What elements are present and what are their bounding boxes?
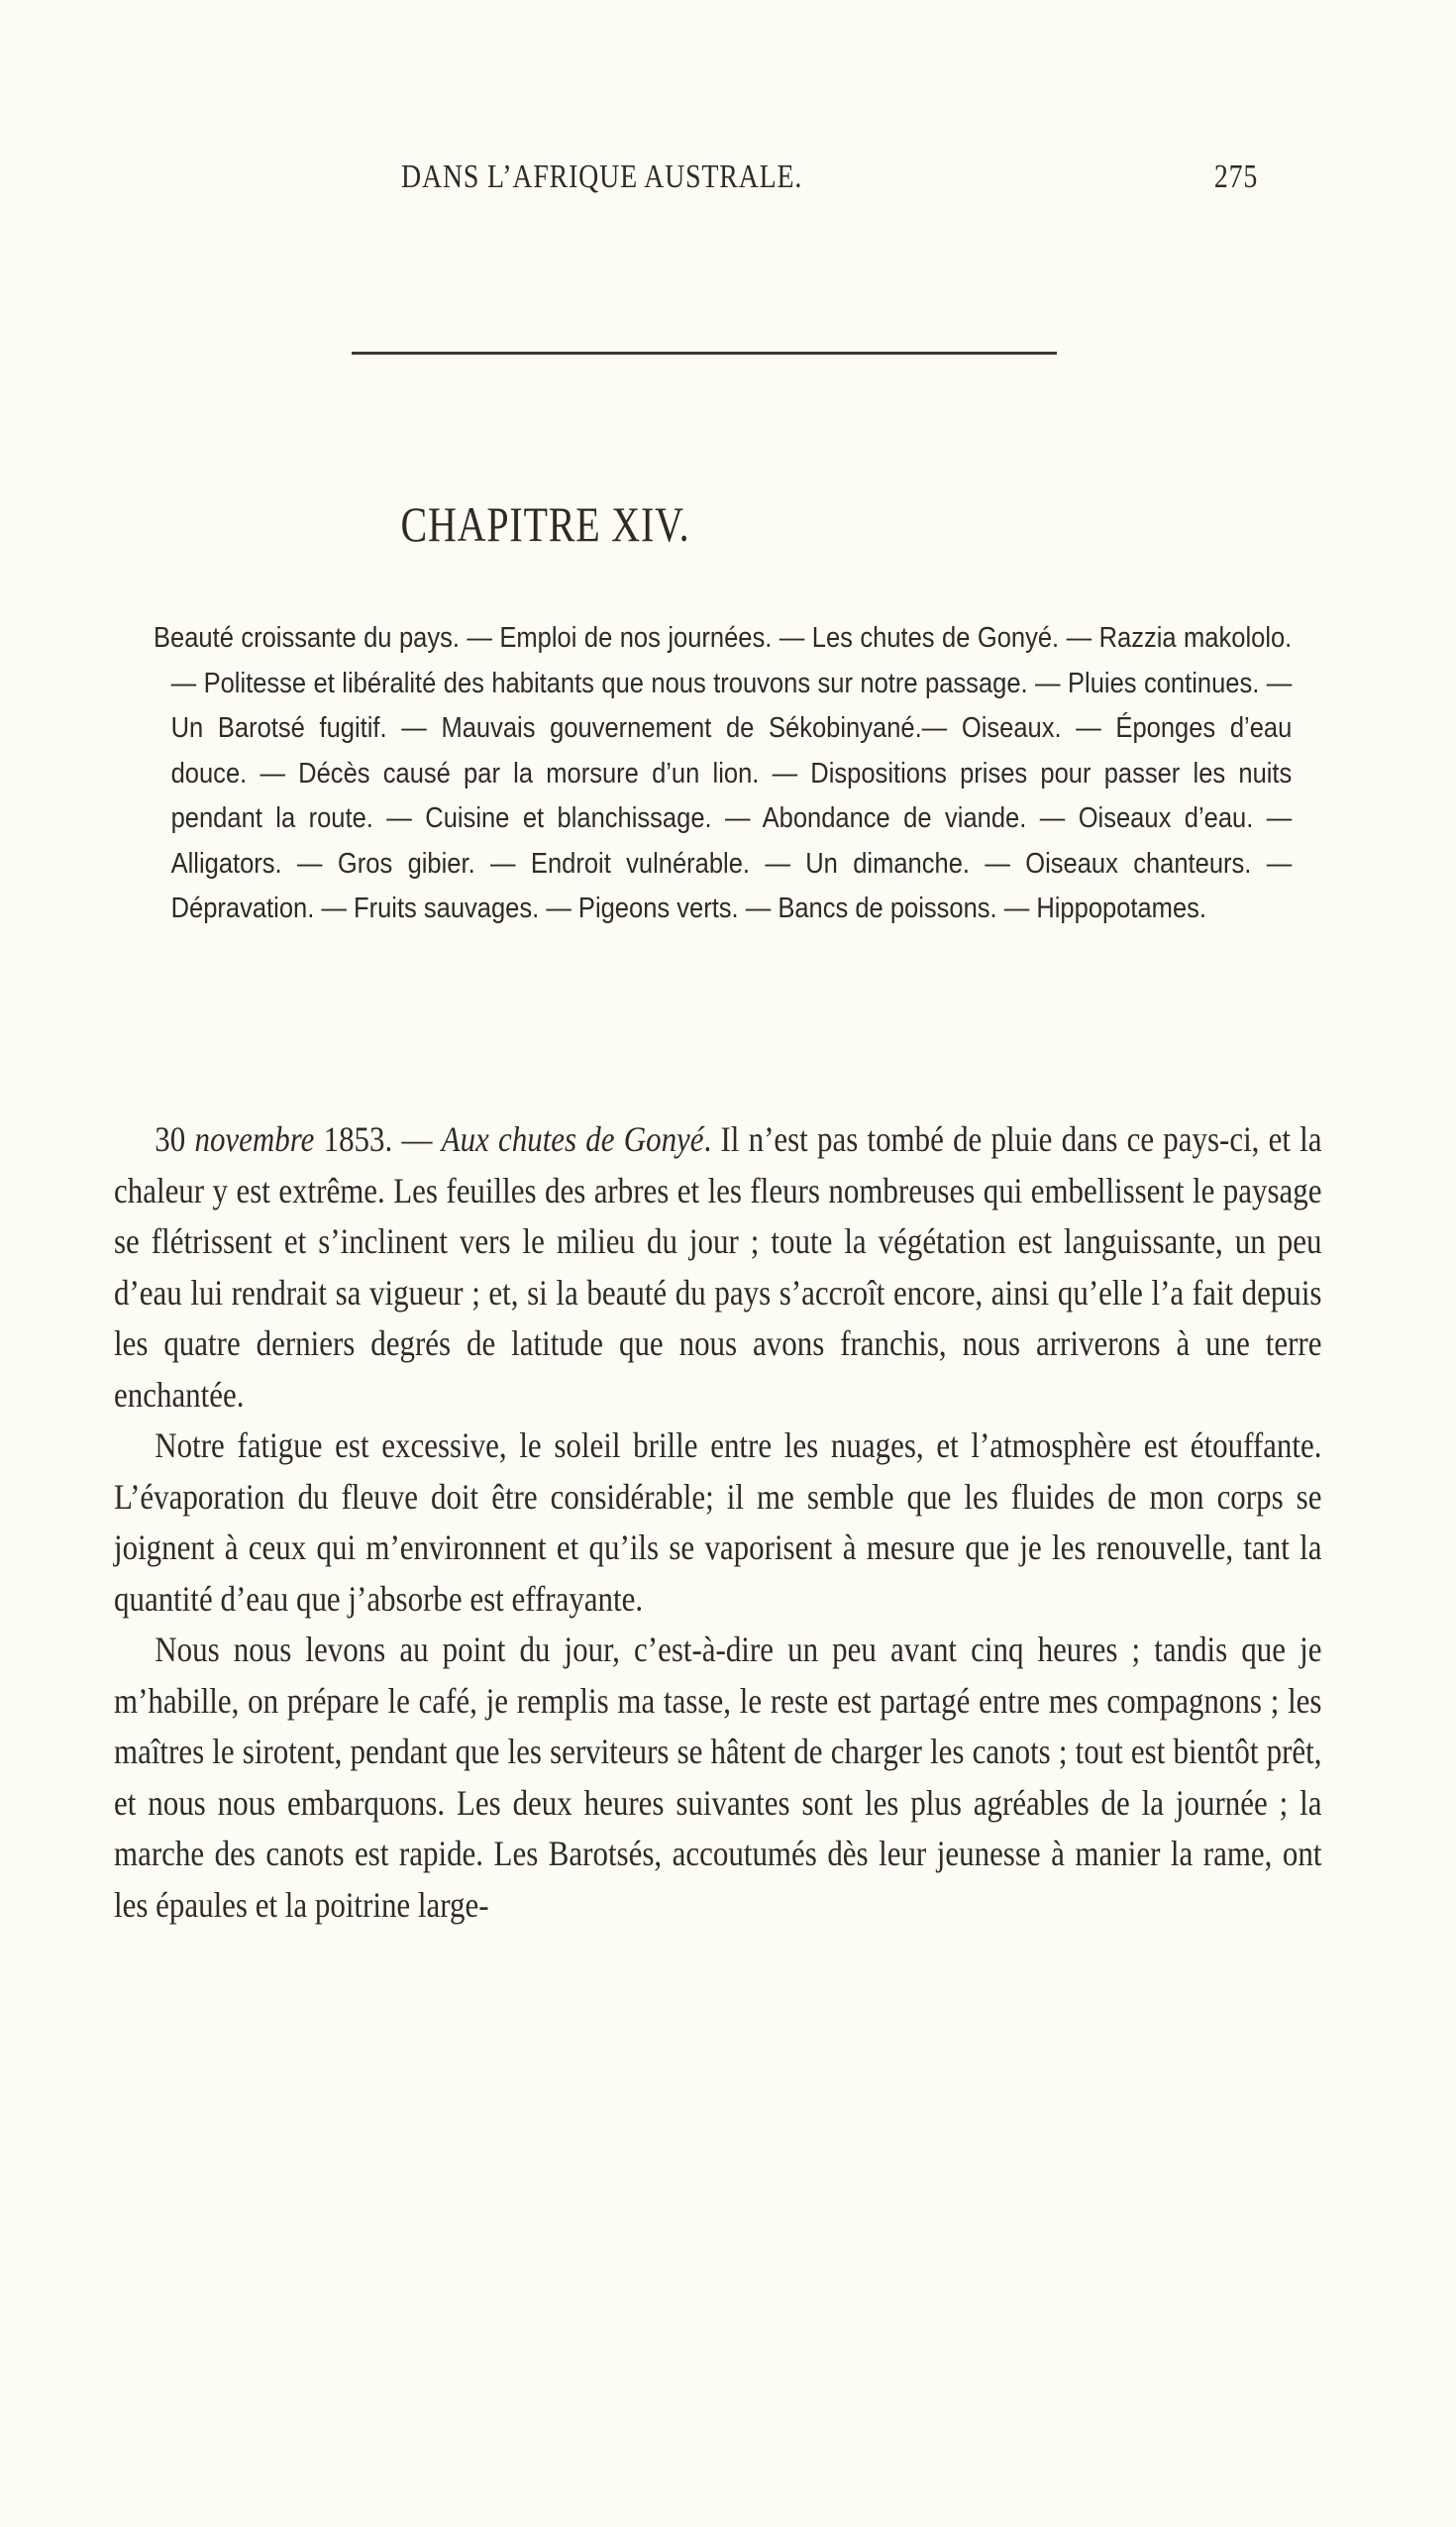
chapter-rule <box>352 352 1057 355</box>
paragraph-1-text: . Il n’est pas tombé de pluie dans ce pays-ci, et la chaleur y est extrême. Les feuilles des arbres et les fleurs nombreuses qui embellissent le paysage se flétrissent et s’inclinent vers le milieu du jour ; toute la végétation est languissante, un peu d’eau lui rendrait sa vigueur ; et, si la beauté du pays s’accroît encore, ainsi qu’elle l’a fait depuis les quatre derniers degrés de latitude que nous avons franchis, nous arriverons à une terre enchantée. <box>114 1119 1322 1415</box>
place-heading: Aux chutes de Gonyé <box>441 1119 704 1159</box>
chapter-summary <box>154 616 1293 932</box>
date-day: 30 <box>155 1119 186 1159</box>
chapter-title: CHAPITRE XIV. <box>400 496 689 552</box>
chapter-heading <box>0 495 1090 553</box>
paragraph-3: Nous nous levons au point du jour, c’est-à-dire un peu avant cinq heures ; tandis que je m’habille, on prépare le café, je remplis ma tasse, le reste est partagé entre mes compagnons ; les maîtres le sirotent, pendant que les serviteurs se hâtent de charger les canots ; tout est bientôt prêt, et nous nous embarquons. Les deux heures suivantes sont les plus agréables de la journée ; la marche des canots est rapide. Les Barotsés, accoutumés dès leur jeunesse à manier la rame, ont les épaules et la poitrine large- <box>114 1630 1322 1925</box>
date-month: novembre <box>194 1119 315 1159</box>
summary-text: Beauté croissante du pays. — Emploi de nos journées. — Les chutes de Gonyé. — Razzia makololo. — Politesse et libéralité des habitants que nous trouvons sur notre passage. — Pluies continues. — Un Barotsé fugitif. — Mauvais gouvernement de Sékobinyané.— Oiseaux. — Éponges d’eau douce. — Décès causé par la morsure d’un lion. — Dispositions prises pour passer les nuits pendant la route. — Cuisine et blanchissage. — Abondance de viande. — Oiseaux d’eau. — Alligators. — Gros gibier. — Endroit vulnérable. — Un dimanche. — Oiseaux chanteurs. — Dépravation. — Fruits sauvages. — Pigeons verts. — Bancs de poissons. — Hippopotames. <box>154 622 1293 924</box>
date-year: 1853. — <box>323 1119 433 1159</box>
paragraph-1 <box>114 1114 1321 1421</box>
running-head <box>401 158 1259 196</box>
page-number: 275 <box>1213 158 1259 195</box>
body-text <box>114 1114 1322 1931</box>
running-head-title: DANS L’AFRIQUE AUSTRALE. <box>401 158 803 195</box>
paragraph-2: Notre fatigue est excessive, le soleil brille entre les nuages, et l’atmosphère est étouffante. L’évaporation du fleuve doit être considérable; il me semble que les fluides de mon corps se joignent à ceux qui m’environnent et qu’ils se vaporisent à mesure que je les renouvelle, tant la quantité d’eau que j’absorbe est effrayante. <box>114 1425 1322 1619</box>
